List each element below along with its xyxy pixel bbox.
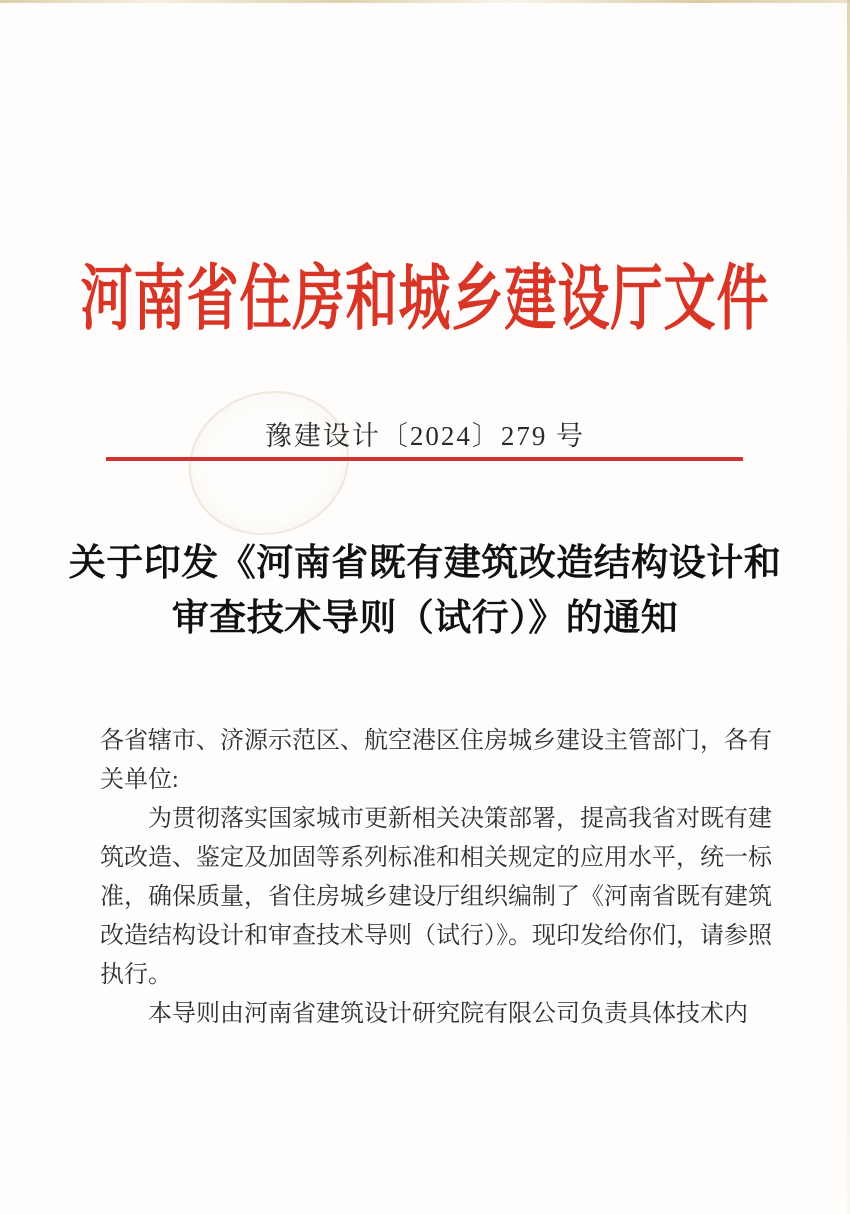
red-divider-line bbox=[106, 457, 743, 461]
paragraph-1-line-4: 改造结构设计和审查技术导则（试行）》。现印发给你们，请参照 bbox=[100, 923, 772, 949]
paragraph-2-line-1: 本导则由河南省建筑设计研究院有限公司负责具体技术内 bbox=[148, 1001, 748, 1027]
salutation-line-1: 各省辖市、济源示范区、航空港区住房城乡建设主管部门，各有 bbox=[100, 728, 772, 754]
salutation-line-2: 关单位: bbox=[100, 767, 179, 793]
paragraph-1-line-3: 准，确保质量，省住房城乡建设厅组织编制了《河南省既有建筑 bbox=[100, 884, 772, 910]
notice-title-line-1: 关于印发《河南省既有建筑改造结构设计和 bbox=[68, 543, 782, 584]
notice-title bbox=[0, 536, 850, 646]
document-number: 豫建设计〔2024〕279 号 bbox=[264, 421, 586, 451]
seal-ghost-watermark bbox=[170, 370, 368, 555]
body-text bbox=[100, 722, 772, 1034]
scan-edge-top bbox=[0, 0, 850, 3]
agency-banner-title bbox=[0, 258, 850, 344]
notice-title-line-2: 审查技术导则（试行）》的通知 bbox=[171, 598, 679, 639]
paragraph-1-line-2: 筑改造、鉴定及加固等系列标准和相关规定的应用水平，统一标 bbox=[100, 845, 772, 871]
agency-banner-title-text: 河南省住房和城乡建设厅文件 bbox=[80, 260, 770, 340]
paragraph-1-line-5: 执行。 bbox=[100, 962, 172, 988]
paragraph-1-line-1: 为贯彻落实国家城市更新相关决策部署，提高我省对既有建 bbox=[148, 806, 772, 832]
